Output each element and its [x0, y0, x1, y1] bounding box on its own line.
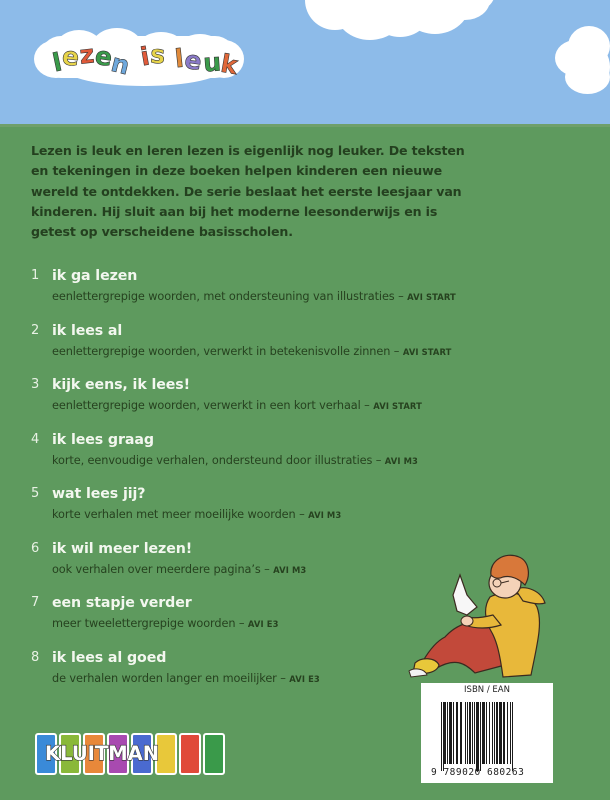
- avi-level: AVI E3: [247, 619, 279, 629]
- logo-letter: i: [138, 41, 152, 72]
- series-description: eenlettergrepige woorden, verwerkt in een kort verhaal – AVI START: [52, 399, 422, 412]
- series-title: ik lees al: [52, 322, 123, 339]
- series-description: korte verhalen met meer moeilijke woorden – AVI M3: [52, 508, 342, 521]
- series-title: ik wil meer lezen!: [52, 540, 193, 557]
- avi-level: AVI M3: [308, 510, 342, 520]
- series-number: 7: [31, 595, 40, 610]
- series-description: korte, eenvoudige verhalen, ondersteund door illustraties – AVI M3: [52, 453, 418, 467]
- logo-letter: e: [93, 40, 115, 72]
- avi-level: AVI START: [402, 346, 452, 357]
- series-title: ik lees al goed: [52, 649, 167, 666]
- series-item: [31, 375, 551, 430]
- series-number: 8: [31, 649, 40, 665]
- series-number: 5: [31, 486, 40, 501]
- logo-letter: n: [108, 47, 133, 81]
- avi-level: AVI M3: [273, 564, 307, 575]
- series-number: 6: [31, 540, 40, 556]
- series-description: ook verhalen over meerdere pagina’s – AVI M3: [52, 562, 307, 576]
- boy-reading-illustration: [405, 545, 555, 685]
- intro-line: en tekeningen in deze boeken helpen kinderen een nieuwe: [31, 163, 442, 179]
- logo-letter: e: [60, 40, 81, 72]
- publisher-logo: [35, 733, 195, 779]
- series-item: [31, 430, 551, 485]
- publisher-tile: [203, 733, 225, 775]
- intro-block: [31, 141, 531, 242]
- series-title: ik ga lezen: [52, 268, 138, 284]
- logo-letter: z: [77, 38, 96, 70]
- series-description: eenlettergrepige woorden, met ondersteuning van illustraties – AVI START: [52, 290, 456, 303]
- publisher-name: KLUITMAN: [45, 742, 160, 765]
- avi-level: AVI START: [407, 292, 456, 302]
- series-title: wat lees jij?: [52, 486, 146, 502]
- barcode-bars: [441, 702, 537, 771]
- series-title: ik lees graag: [52, 431, 154, 448]
- series-logo-text: [49, 38, 242, 81]
- intro-paragraph: [31, 141, 531, 242]
- series-number: 1: [31, 268, 40, 283]
- logo-letter: k: [218, 48, 240, 80]
- series-title: een stapje verder: [52, 595, 192, 611]
- series-description: de verhalen worden langer en moeilijker – AVI E3: [52, 671, 320, 685]
- logo-letter: l: [173, 43, 186, 73]
- series-number: 4: [31, 431, 40, 447]
- avi-level: AVI E3: [289, 673, 320, 684]
- intro-line: Lezen is leuk en leren lezen is eigenlijk nog leuker. De teksten: [31, 143, 465, 158]
- horizon-line: [0, 124, 610, 127]
- series-number: 3: [31, 377, 40, 392]
- series-item: [31, 321, 551, 376]
- barcode: [421, 683, 553, 783]
- intro-line: kinderen. Hij sluit aan bij het moderne leesonderwijs en is: [31, 203, 438, 219]
- series-item: [31, 266, 551, 321]
- intro-line: getest op verscheidene basisscholen.: [31, 224, 293, 240]
- barcode-digits: 9 789020 680263: [431, 767, 525, 778]
- series-logo: [34, 28, 244, 86]
- sky-header: [0, 0, 610, 126]
- logo-letter: l: [49, 46, 65, 77]
- intro-line: wereld te ontdekken. De serie beslaat het eerste leesjaar van: [31, 183, 462, 199]
- series-item: [31, 484, 551, 539]
- series-title: kijk eens, ik lees!: [52, 377, 191, 393]
- barcode-label: ISBN / EAN: [464, 685, 510, 695]
- avi-level: AVI M3: [384, 455, 418, 466]
- series-description: meer tweelettergrepige woorden – AVI E3: [52, 617, 279, 630]
- series-number: 2: [31, 322, 40, 338]
- logo-letter: s: [149, 39, 167, 69]
- boy-reading-icon: [405, 545, 555, 685]
- logo-letter: u: [202, 46, 222, 78]
- series-description: eenlettergrepige woorden, verwerkt in betekenisvolle zinnen – AVI START: [52, 344, 452, 358]
- logo-letter: e: [182, 44, 204, 76]
- avi-level: AVI START: [373, 401, 422, 411]
